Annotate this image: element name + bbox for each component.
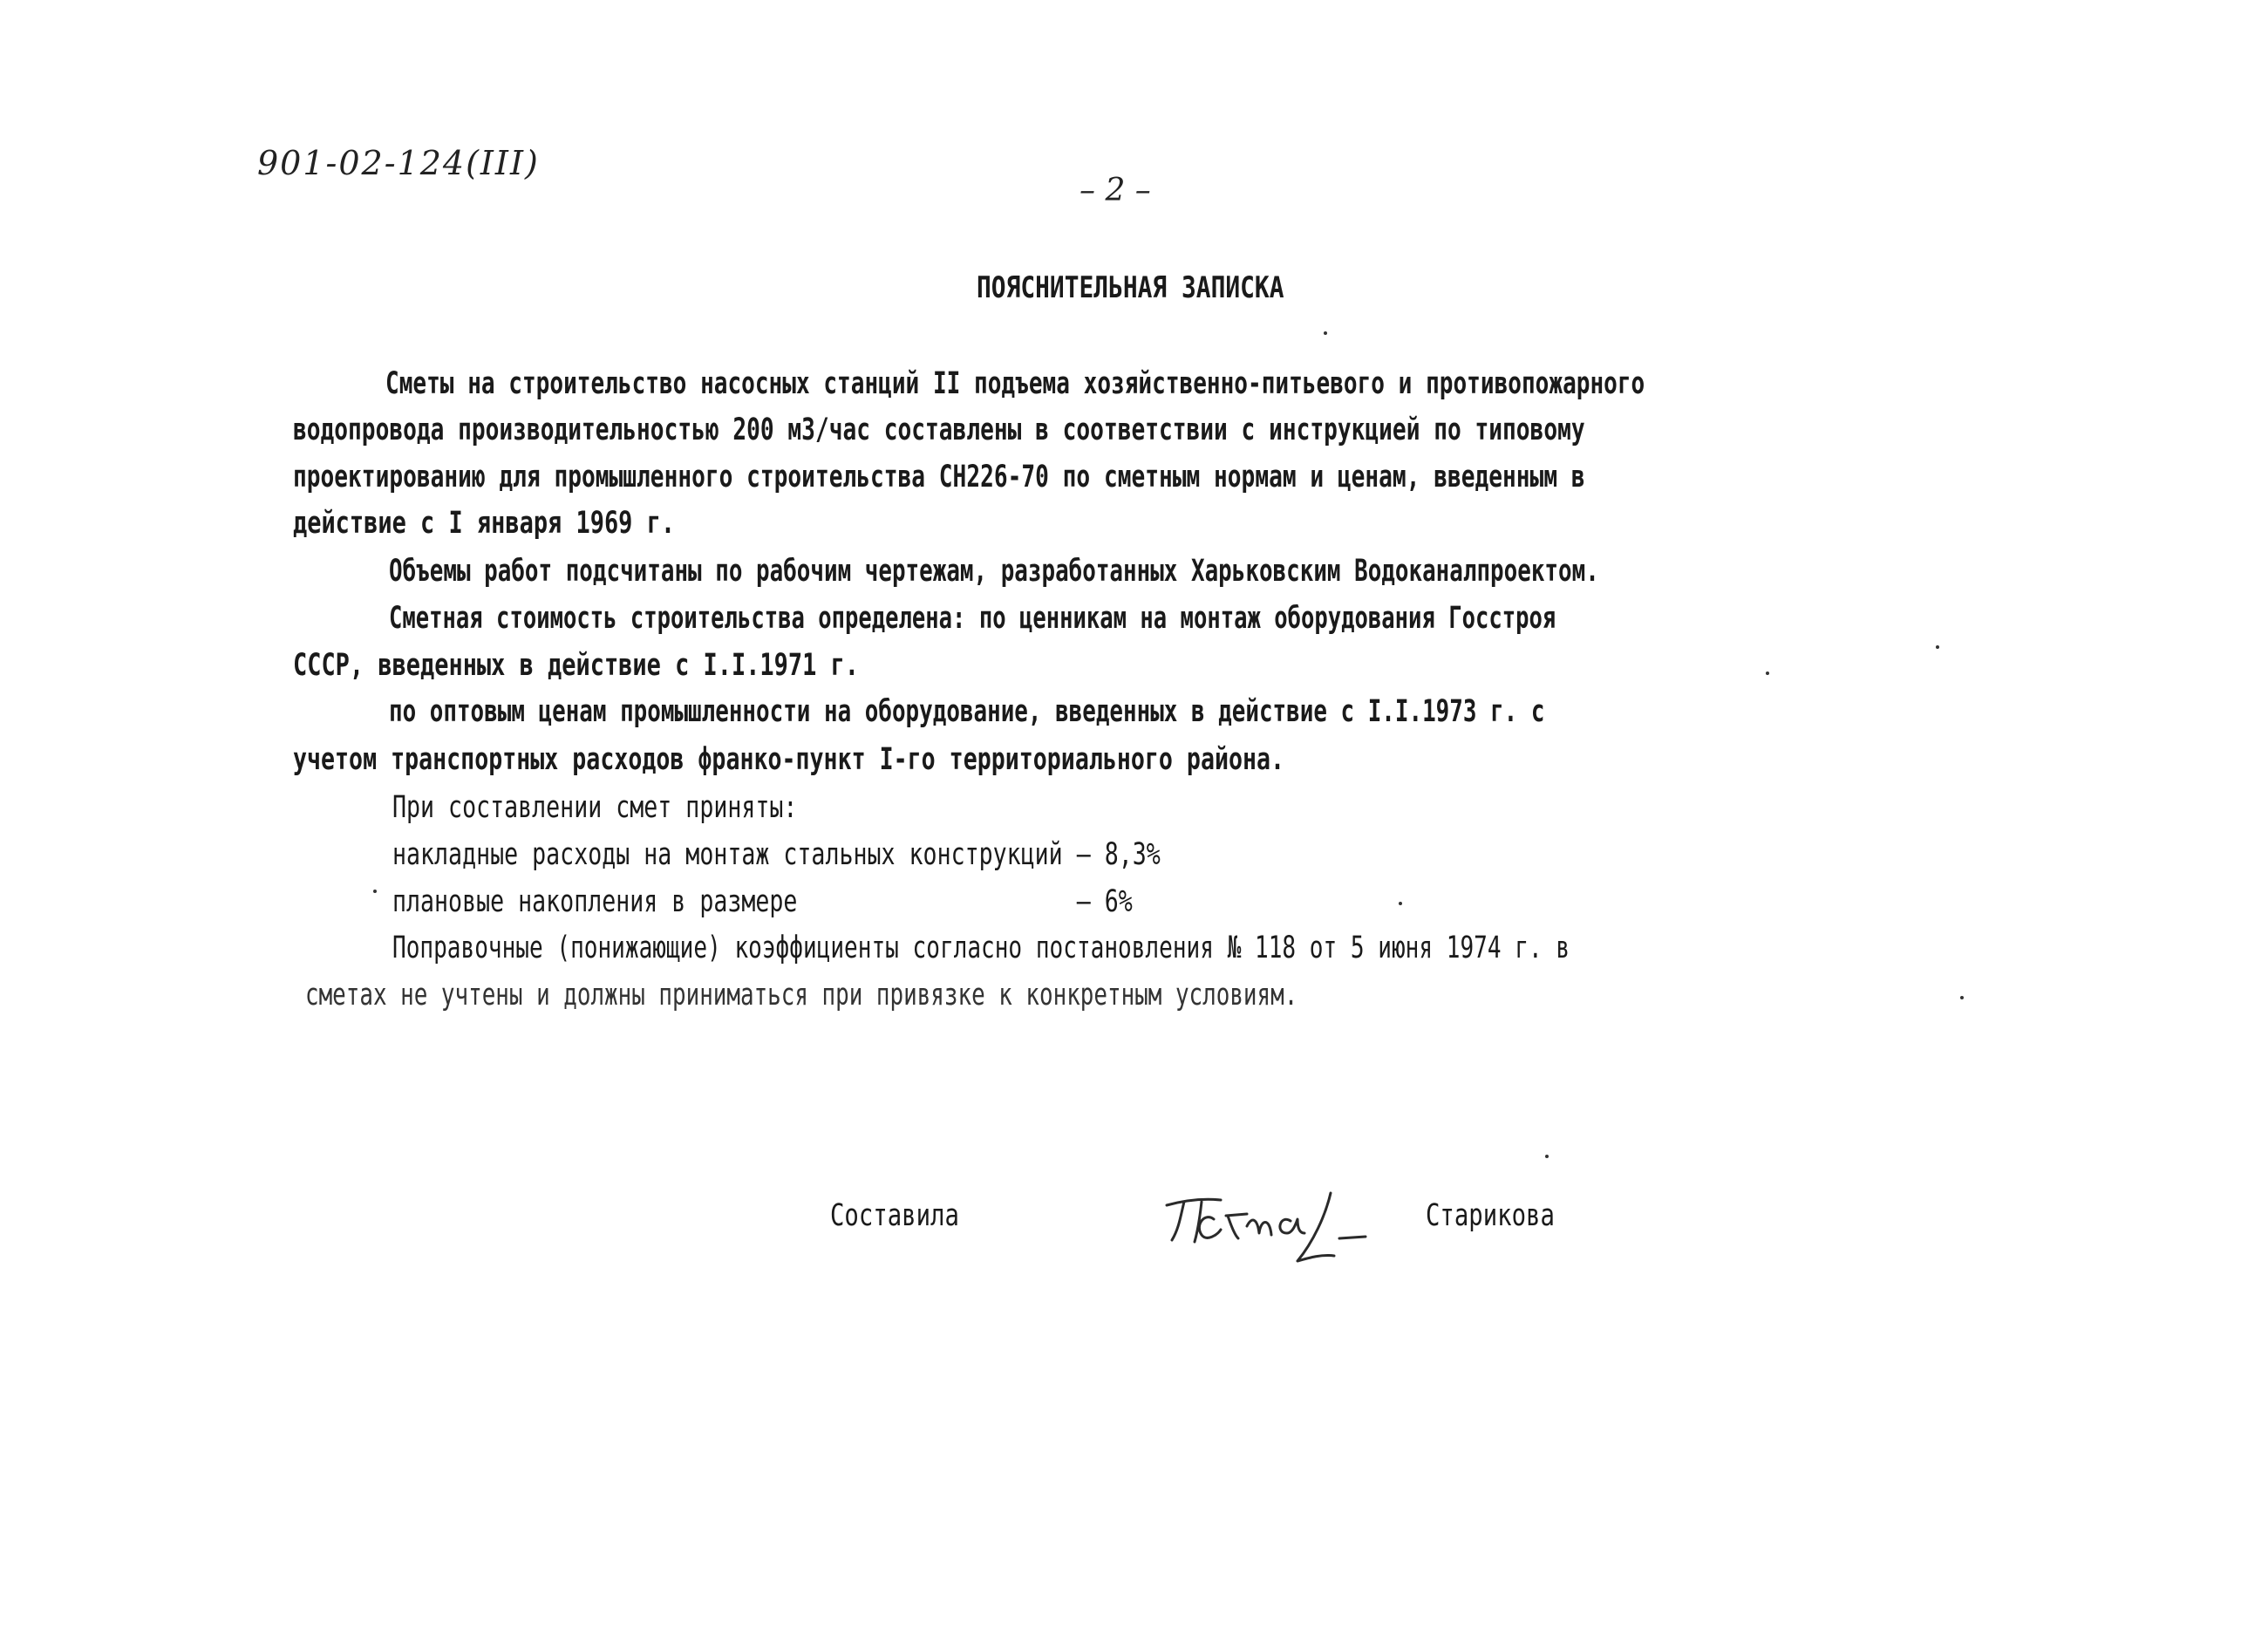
speck: [373, 890, 377, 893]
body-line: по оптовым ценам промышленности на оборудование, введенных в действие с I.I.1973 г. с: [389, 694, 1545, 729]
speck: [1324, 331, 1327, 335]
document-title: ПОЯСНИТЕЛЬНАЯ ЗАПИСКА: [977, 270, 1284, 305]
body-line: учетом транспортных расходов франко-пункт I-го территориального района.: [293, 742, 1285, 777]
signature-name: Старикова: [1426, 1198, 1555, 1233]
body-line: Сметы на строительство насосных станций II подъема хозяйственно-питьевого и противопожарного: [385, 366, 1645, 401]
body-line: накладные расходы на монтаж стальных конструкций – 8,3%: [392, 837, 1161, 872]
speck: [1545, 1155, 1549, 1158]
speck: [1766, 672, 1769, 675]
signature-block: [0, 1188, 2268, 1275]
body-line: сметах не учтены и должны приниматься при привязке к конкретным условиям.: [305, 978, 1298, 1012]
body-line: водопровода производительностью 200 м3/час составлены в соответствии с инструкцией по типовому: [293, 412, 1585, 447]
body-line: действие с I января 1969 г.: [293, 506, 676, 541]
body-line: Объемы работ подсчитаны по рабочим чертежам, разработанных Харьковским Водоканалпроектом.: [389, 554, 1599, 589]
speck: [1960, 996, 1964, 999]
body-line: плановые накопления в размере – 6%: [392, 884, 1133, 919]
page-number: – 2 –: [1080, 173, 1151, 208]
body-line: Сметная стоимость строительства определена: по ценникам на монтаж оборудования Госстроя: [389, 601, 1556, 636]
body-line: проектированию для промышленного строительства СН226-70 по сметным нормам и ценам, введенным в: [293, 460, 1585, 494]
speck: [1936, 645, 1939, 649]
body-line: При составлении смет приняты:: [392, 790, 798, 825]
body-line: Поправочные (понижающие) коэффициенты согласно постановления № 118 от 5 июня 1974 г. в: [392, 931, 1570, 965]
body-line: СССР, введенных в действие с I.I.1971 г.: [293, 648, 860, 683]
handwritten-signature: [1160, 1181, 1386, 1277]
speck: [1399, 902, 1402, 905]
signature-label: Составила: [830, 1198, 959, 1233]
document-code: 901-02-124(III): [257, 144, 540, 182]
